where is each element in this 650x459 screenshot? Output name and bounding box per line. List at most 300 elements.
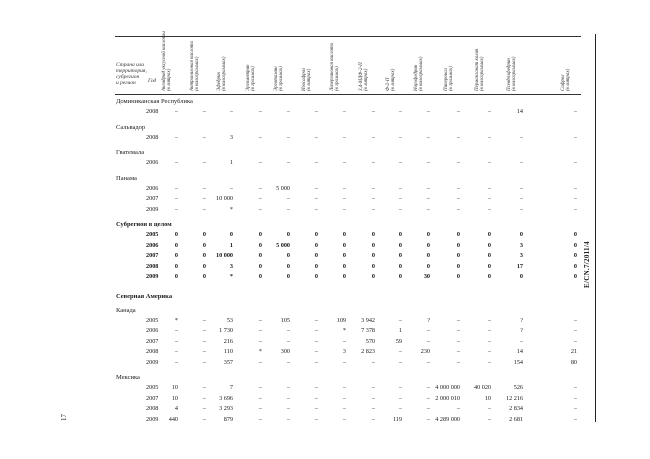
value-cell: – — [174, 195, 178, 202]
value-cell: 0 — [371, 241, 375, 249]
value-cell: 0 — [371, 273, 375, 280]
value-cell: – — [286, 405, 290, 412]
value-cell: – — [371, 195, 375, 202]
value-cell: – — [456, 108, 460, 115]
value-cell: – — [573, 205, 577, 213]
value-cell: – — [314, 195, 318, 202]
value-cell: 357 — [223, 358, 233, 366]
value-cell: – — [174, 108, 178, 115]
value-cell: 0 — [371, 262, 375, 270]
value-cell: 0 — [573, 231, 577, 238]
value-cell: – — [398, 405, 402, 412]
value-cell: 105 — [280, 316, 290, 324]
value-cell: – — [426, 205, 430, 213]
value-cell: – — [371, 159, 375, 166]
value-cell: – — [456, 358, 460, 366]
value-cell: 0 — [398, 273, 402, 280]
value-cell: – — [398, 316, 402, 324]
value-cell: – — [342, 195, 346, 202]
value-cell: 0 — [174, 273, 178, 280]
value-cell: – — [573, 415, 577, 423]
value-cell: 5 000 — [276, 184, 290, 192]
value-cell: 4 000 000 — [435, 384, 460, 391]
year-cell: 2009 — [146, 273, 159, 280]
value-cell: 0 — [314, 241, 318, 249]
value-cell: – — [426, 415, 430, 423]
value-cell: 0 — [456, 262, 460, 270]
value-cell: – — [342, 159, 346, 166]
value-cell: – — [487, 405, 491, 412]
value-cell: – — [258, 394, 262, 402]
year-cell: 2008 — [146, 348, 159, 355]
stub-header-line: Страна или — [116, 62, 144, 68]
value-cell: 0 — [314, 231, 318, 238]
value-cell: – — [314, 358, 318, 366]
page-number: 17 — [60, 414, 68, 421]
value-cell: – — [573, 316, 577, 324]
value-cell: – — [573, 337, 577, 345]
value-cell: 0 — [286, 231, 290, 238]
value-cell: 0 — [573, 252, 577, 259]
value-cell: – — [573, 108, 577, 115]
value-cell: 0 — [202, 262, 206, 270]
value-cell: – — [519, 337, 523, 345]
value-cell: 3 942 — [361, 316, 375, 324]
value-cell: 0 — [174, 231, 178, 238]
value-cell: – — [314, 316, 318, 324]
value-cell: 1 — [229, 159, 233, 166]
year-cell: 2006 — [146, 241, 159, 249]
column-header: Антраниловая кислота (в килограммах) — [190, 40, 201, 91]
value-cell: 0 — [487, 241, 491, 249]
value-cell: 440 — [168, 415, 178, 423]
value-cell: – — [426, 159, 430, 166]
value-cell: – — [174, 184, 178, 192]
value-cell: – — [314, 108, 318, 115]
value-cell: – — [314, 205, 318, 213]
value-cell: – — [202, 159, 206, 166]
table-row — [0, 359, 600, 368]
value-cell: – — [456, 405, 460, 412]
value-cell: – — [487, 358, 491, 366]
value-cell: – — [426, 384, 430, 391]
value-cell: 0 — [174, 241, 178, 249]
value-cell: 0 — [202, 231, 206, 238]
value-cell: 0 — [519, 231, 523, 238]
value-cell: 3 — [519, 252, 523, 259]
value-cell: – — [398, 358, 402, 366]
value-cell: – — [229, 108, 233, 115]
table-row — [0, 405, 600, 414]
value-cell: – — [258, 184, 262, 192]
column-header: Пиперонал (в граммах) — [444, 66, 455, 91]
value-cell: 0 — [487, 252, 491, 259]
value-cell: – — [258, 159, 262, 166]
value-cell: – — [573, 327, 577, 334]
value-cell: – — [456, 159, 460, 166]
column-header: Сафрол (в литрах) — [561, 68, 572, 91]
value-cell: – — [258, 415, 262, 423]
column-header: Ф-2-П (в литрах) — [386, 68, 397, 91]
value-cell: – — [286, 337, 290, 345]
value-cell: 2 834 — [509, 405, 523, 412]
value-cell: 0 — [398, 231, 402, 238]
value-cell: – — [174, 133, 178, 141]
value-cell: 0 — [426, 262, 430, 270]
table-row — [0, 263, 600, 272]
value-cell: – — [258, 327, 262, 334]
value-cell: – — [174, 348, 178, 355]
column-header: Перманганат калия (в килограммах) — [475, 48, 486, 91]
value-cell: – — [314, 337, 318, 345]
value-cell: – — [487, 184, 491, 192]
value-cell: 0 — [202, 241, 206, 249]
value-cell: 109 — [336, 316, 346, 324]
value-cell: – — [426, 133, 430, 141]
value-cell: – — [398, 348, 402, 355]
stub-header-line: субрегион — [116, 74, 140, 80]
value-cell: – — [573, 384, 577, 391]
value-cell: – — [519, 205, 523, 213]
value-cell: – — [314, 133, 318, 141]
table-row — [0, 108, 600, 117]
value-cell: 0 — [342, 262, 346, 270]
year-cell: 2009 — [146, 415, 159, 423]
table-row — [0, 231, 600, 240]
value-cell: – — [258, 405, 262, 412]
value-cell: 40 020 — [473, 384, 491, 391]
value-cell: – — [456, 337, 460, 345]
table-row — [0, 348, 600, 357]
value-cell: * — [229, 273, 233, 280]
table-row — [0, 252, 600, 261]
value-cell: 0 — [519, 273, 523, 280]
column-header: Эрготамин (в граммах) — [274, 66, 285, 91]
value-cell: – — [202, 337, 206, 345]
value-cell: – — [258, 384, 262, 391]
value-cell: 0 — [314, 273, 318, 280]
value-cell: 10 000 — [215, 195, 233, 202]
value-cell: – — [456, 184, 460, 192]
value-cell: 0 — [174, 262, 178, 270]
value-cell: 14 — [516, 108, 523, 115]
value-cell: 110 — [223, 348, 233, 355]
value-cell: 0 — [371, 231, 375, 238]
value-cell: 0 — [314, 262, 318, 270]
value-cell: 0 — [202, 273, 206, 280]
value-cell: – — [426, 327, 430, 334]
value-cell: 119 — [392, 415, 402, 423]
value-cell: 0 — [229, 231, 233, 238]
value-cell: – — [202, 348, 206, 355]
year-cell: 2007 — [146, 337, 159, 345]
value-cell: 0 — [258, 252, 262, 259]
value-cell: – — [398, 205, 402, 213]
value-cell: – — [426, 394, 430, 402]
table-row — [0, 242, 600, 251]
value-cell: – — [519, 159, 523, 166]
value-cell: – — [398, 394, 402, 402]
table-row — [0, 317, 600, 326]
value-cell: – — [202, 316, 206, 324]
value-cell: 3 293 — [219, 405, 233, 412]
value-cell: – — [314, 394, 318, 402]
value-cell: 0 — [426, 241, 430, 249]
value-cell: – — [519, 133, 523, 141]
value-cell: 0 — [258, 231, 262, 238]
value-cell: 0 — [258, 262, 262, 270]
value-cell: ? — [520, 316, 523, 324]
value-cell: – — [398, 159, 402, 166]
value-cell: – — [487, 415, 491, 423]
stub-header-line: территория, — [116, 68, 147, 74]
year-cell: 2005 — [146, 231, 159, 238]
table-row — [0, 273, 600, 282]
value-cell: – — [258, 108, 262, 115]
table-row — [0, 327, 600, 336]
table-row — [0, 384, 600, 393]
value-cell: 879 — [223, 415, 233, 423]
value-cell: – — [487, 108, 491, 115]
value-cell: – — [286, 358, 290, 366]
value-cell: – — [202, 327, 206, 334]
value-cell: – — [426, 195, 430, 202]
value-cell: – — [229, 184, 233, 192]
value-cell: – — [286, 108, 290, 115]
value-cell: – — [371, 133, 375, 141]
value-cell: – — [258, 205, 262, 213]
value-cell: 0 — [202, 252, 206, 259]
value-cell: 526 — [513, 384, 523, 391]
value-cell: – — [487, 159, 491, 166]
column-header: Лизергиновая кислота (в граммах) — [330, 42, 341, 91]
column-header: Псевдоэфедрин (в килограммах) — [507, 56, 518, 91]
value-cell: 10 — [171, 394, 178, 402]
value-cell: – — [342, 394, 346, 402]
value-cell: – — [174, 159, 178, 166]
document-symbol: E/CN.7/2011/4 — [583, 241, 591, 288]
value-cell: – — [371, 384, 375, 391]
value-cell: * — [258, 348, 262, 355]
value-cell: – — [202, 405, 206, 412]
value-cell: – — [398, 384, 402, 391]
table-row — [0, 159, 600, 168]
year-cell: 2007 — [146, 252, 159, 259]
value-cell: – — [314, 415, 318, 423]
value-cell: 17 — [516, 262, 523, 270]
value-cell: – — [426, 108, 430, 115]
value-cell: – — [398, 108, 402, 115]
value-cell: 14 — [516, 348, 523, 355]
value-cell: 154 — [513, 358, 523, 366]
value-cell: – — [342, 108, 346, 115]
value-cell: – — [519, 184, 523, 192]
value-cell: 0 — [456, 273, 460, 280]
subtotal-label: Субрегион в целом — [116, 221, 172, 228]
year-cell: 2005 — [146, 384, 159, 391]
value-cell: – — [342, 133, 346, 141]
value-cell: – — [286, 415, 290, 423]
value-cell: – — [202, 108, 206, 115]
value-cell: 4 289 000 — [435, 415, 460, 423]
value-cell: – — [573, 133, 577, 141]
year-cell: 2006 — [146, 327, 159, 334]
year-cell: 2009 — [146, 358, 159, 366]
value-cell: 3 — [229, 133, 233, 141]
value-cell: 0 — [398, 241, 402, 249]
year-cell: 2007 — [146, 394, 159, 402]
country-label: Сальвадор — [116, 123, 146, 131]
value-cell: – — [342, 184, 346, 192]
value-cell: – — [519, 195, 523, 202]
value-cell: – — [314, 159, 318, 166]
table-row — [0, 395, 600, 404]
value-cell: – — [314, 348, 318, 355]
country-label: Доминиканская Республика — [116, 98, 193, 105]
value-cell: – — [456, 205, 460, 213]
value-cell: – — [342, 384, 346, 391]
year-cell: 2008 — [146, 108, 159, 115]
stub-header — [116, 62, 147, 86]
value-cell: 0 — [487, 273, 491, 280]
value-cell: – — [286, 133, 290, 141]
table-row — [0, 416, 600, 425]
value-cell: – — [456, 133, 460, 141]
value-cell: 0 — [398, 252, 402, 259]
value-cell: 0 — [426, 231, 430, 238]
value-cell: – — [174, 327, 178, 334]
value-cell: – — [202, 184, 206, 192]
value-cell: – — [371, 108, 375, 115]
value-cell: – — [286, 195, 290, 202]
value-cell: – — [258, 195, 262, 202]
value-cell: – — [314, 405, 318, 412]
value-cell: ? — [520, 327, 523, 334]
column-header: Ангидрид уксусной кислоты (в литрах) — [162, 31, 173, 91]
value-cell: 0 — [573, 262, 577, 270]
table-row — [0, 134, 600, 143]
value-cell: – — [426, 358, 430, 366]
value-cell: – — [487, 316, 491, 324]
value-cell: – — [426, 337, 430, 345]
value-cell: * — [229, 205, 233, 213]
value-cell: – — [573, 159, 577, 166]
value-cell: 0 — [456, 252, 460, 259]
value-cell: 7 378 — [361, 327, 375, 334]
value-cell: 0 — [286, 262, 290, 270]
value-cell: 3 696 — [219, 394, 233, 402]
table-row — [0, 195, 600, 204]
value-cell: – — [202, 133, 206, 141]
value-cell: – — [398, 184, 402, 192]
value-cell: 0 — [456, 231, 460, 238]
value-cell: 0 — [314, 252, 318, 259]
value-cell: 0 — [398, 262, 402, 270]
table-row — [0, 338, 600, 347]
value-cell: – — [174, 358, 178, 366]
value-cell: 10 — [484, 394, 491, 402]
value-cell: 2 823 — [361, 348, 375, 355]
value-cell: 30 — [423, 273, 430, 280]
value-cell: – — [258, 316, 262, 324]
value-cell: 2 681 — [509, 415, 523, 423]
value-cell: 0 — [371, 252, 375, 259]
value-cell: 0 — [456, 241, 460, 249]
value-cell: – — [398, 133, 402, 141]
country-label: Мексика — [116, 374, 140, 381]
value-cell: – — [371, 205, 375, 213]
value-cell: 0 — [342, 252, 346, 259]
value-cell: 0 — [573, 273, 577, 280]
value-cell: 0 — [342, 241, 346, 249]
year-cell: 2005 — [146, 316, 159, 324]
value-cell: 300 — [280, 348, 290, 355]
value-cell: 0 — [286, 273, 290, 280]
year-cell: 2008 — [146, 262, 159, 270]
value-cell: – — [202, 384, 206, 391]
value-cell: – — [487, 205, 491, 213]
value-cell: – — [286, 384, 290, 391]
value-cell: 3 — [342, 348, 346, 355]
value-cell: – — [202, 205, 206, 213]
value-cell: – — [487, 195, 491, 202]
value-cell: – — [426, 184, 430, 192]
year-cell: 2006 — [146, 184, 159, 192]
value-cell: – — [202, 415, 206, 423]
value-cell: – — [314, 184, 318, 192]
value-cell: – — [174, 205, 178, 213]
country-label: Канада — [116, 306, 136, 314]
value-cell: 80 — [570, 358, 577, 366]
value-cell: – — [487, 327, 491, 334]
value-cell: – — [573, 394, 577, 402]
value-cell: – — [426, 405, 430, 412]
value-cell: – — [371, 358, 375, 366]
year-header: Год — [148, 78, 157, 84]
value-cell: * — [174, 316, 178, 324]
column-header: Изосафрол (в литрах) — [302, 67, 313, 91]
value-cell: – — [314, 384, 318, 391]
column-header: Норэфедрин (в килограммах) — [414, 56, 425, 91]
value-cell: – — [202, 358, 206, 366]
value-cell: 10 000 — [215, 252, 233, 259]
value-cell: * — [342, 327, 346, 334]
column-header: Эфедрин (в килограммах) — [217, 56, 228, 91]
value-cell: 2 000 010 — [435, 394, 460, 402]
value-cell: 0 — [342, 231, 346, 238]
value-cell: – — [487, 337, 491, 345]
value-cell: 3 — [229, 262, 233, 270]
value-cell: – — [286, 205, 290, 213]
value-cell: 0 — [258, 241, 262, 249]
year-cell: 2009 — [146, 205, 159, 213]
value-cell: 0 — [258, 273, 262, 280]
value-cell: – — [342, 415, 346, 423]
value-cell: – — [487, 348, 491, 355]
value-cell: – — [371, 415, 375, 423]
value-cell: – — [371, 394, 375, 402]
value-cell: 1 730 — [219, 327, 233, 334]
value-cell: – — [371, 405, 375, 412]
value-cell: 7 — [229, 384, 233, 391]
table-row — [0, 206, 600, 215]
column-header: 3,4-МДФ-2-П (в литрах) — [359, 62, 370, 91]
value-cell: 570 — [365, 337, 375, 345]
value-cell: – — [342, 358, 346, 366]
region-label: Северная Америка — [116, 292, 173, 300]
value-cell: – — [398, 195, 402, 202]
value-cell: 1 — [229, 241, 233, 249]
